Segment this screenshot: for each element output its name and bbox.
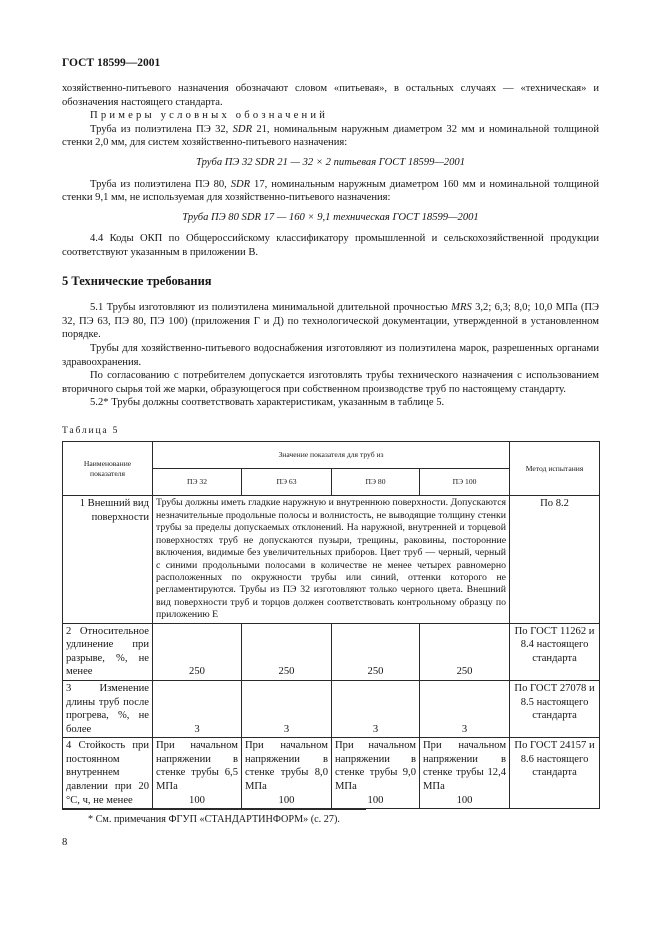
paragraph-5-1-c: По согласованию с потребителем допускается изготовлять трубы технического назначения с использованием вторичного сырья той же марки, образующегося при собственном производстве труб по настоящему стандарту.	[62, 370, 599, 395]
row3-pe80: 3	[332, 680, 420, 737]
table-caption: Таблица 5	[62, 424, 120, 436]
row2-method: По ГОСТ 11262 и 8.4 настоящего стандарта	[510, 623, 600, 680]
row4-pe80	[332, 738, 420, 809]
table-5	[62, 441, 600, 809]
row4-pe63-text: При начальном напряжении в стенке трубы 8,0 МПа	[245, 740, 328, 793]
row3-name: 3 Изменение длины труб после прогрева, %, не более	[63, 680, 153, 737]
sdr-term: SDR	[232, 123, 253, 135]
row4-name: 4 Стойкость при постоянном внутреннем давлении при 20 °С, ч, не менее	[63, 738, 153, 809]
row1-name: 1 Внешний вид поверхности	[63, 496, 153, 623]
examples-heading: Примеры условных обозначений	[90, 110, 329, 122]
paragraph-5-1	[62, 301, 599, 342]
paragraph-5-2: 5.2* Трубы должны соответствовать характеристикам, указанным в таблице 5.	[90, 397, 445, 409]
paragraph-5-1-b: Трубы для хозяйственно-питьевого водоснабжения изготовляют из полиэтилена марок, разрешенных органами здравоохранения.	[62, 342, 599, 368]
mrs-term: MRS	[451, 302, 472, 314]
row4-pe32-value: 100	[189, 794, 205, 806]
row2-pe32: 250	[153, 623, 242, 680]
page-body	[62, 82, 599, 827]
row4-pe80-text: При начальном напряжении в стенке трубы 9,0 МПа	[335, 740, 416, 793]
formula-1: Труба ПЭ 32 SDR 21 — 32 × 2 питьевая ГОСТ 18599—2001	[196, 156, 465, 168]
row1-method: По 8.2	[510, 496, 600, 623]
header-pe100: ПЭ 100	[420, 469, 510, 496]
row4-pe100-value: 100	[456, 794, 473, 806]
row4-pe63-value: 100	[278, 794, 295, 806]
table-row	[63, 680, 600, 737]
formula-2: Труба ПЭ 80 SDR 17 — 160 × 9,1 техническая ГОСТ 18599—2001	[182, 211, 479, 223]
row4-method: По ГОСТ 24157 и 8.6 настоящего стандарта	[510, 738, 600, 809]
example-2	[62, 178, 599, 205]
table-row	[63, 623, 600, 680]
row1-value: Трубы должны иметь гладкие наружную и внутреннюю поверхности. Допускаются незначительные продольные полосы и волнистость, не выводящие толщину стенки трубы за пределы допускаемых отклонений. На наружной, внутренней и торцевой поверхностях труб не допускаются пузыри, трещины, раковины, посторонние включения, видимые без увеличительных приборов. Цвет труб — черный, черный с синими продольными полосами в количестве не менее четырех равномерно расположенных по окружности трубы или синий, оттенки которого не регламентируются. Трубы из ПЭ 32 изготовляют только черного цвета. Внешний вид поверхности труб и торцов должен соответствовать контрольному образцу по приложению Е	[153, 496, 510, 623]
sdr-term: SDR	[230, 178, 251, 190]
header-pe63: ПЭ 63	[242, 469, 332, 496]
table-row	[63, 496, 600, 623]
row4-pe63	[242, 738, 332, 809]
row3-pe100: 3	[420, 680, 510, 737]
example-1-text: Труба из полиэтилена ПЭ 32,	[90, 123, 233, 135]
row3-pe32: 3	[153, 680, 242, 737]
footnote: * См. примечания ФГУП «СТАНДАРТИНФОРМ» (с. 27).	[88, 814, 340, 826]
footnote-rule	[62, 809, 366, 810]
row4-pe80-value: 100	[367, 794, 384, 806]
example-1	[62, 123, 599, 150]
row4-pe100-text: При начальном напряжении в стенке трубы 12,4 МПа	[423, 740, 507, 793]
header-value-group: Значение показателя для труб из	[153, 442, 510, 469]
paragraph-4-4: 4.4 Коды ОКП по Общероссийскому классификатору промышленной и сельскохозяйственной продукции соответствуют указанным в приложении В.	[62, 233, 599, 258]
row4-pe32-text: При начальном напряжении в стенке трубы 6,5 МПа	[156, 740, 238, 793]
row2-name: 2 Относительное удлинение при разрыве, %, не менее	[63, 623, 153, 680]
row4-pe100	[420, 738, 510, 809]
paragraph-designation: хозяйственно-питьевого назначения обозначают словом «питьевая», в остальных случаях — «техническая» и обозначения настоящего стандарта.	[62, 83, 599, 108]
row2-pe63: 250	[242, 623, 332, 680]
row4-pe32	[153, 738, 242, 809]
row2-pe80: 250	[332, 623, 420, 680]
row2-pe100: 250	[420, 623, 510, 680]
section-title: 5 Технические требования	[62, 273, 212, 288]
header-name: Наименование показателя	[63, 442, 153, 496]
table-row	[63, 738, 600, 809]
row3-pe63: 3	[242, 680, 332, 737]
example-2-text: Труба из полиэтилена ПЭ 80,	[90, 178, 231, 190]
document-header: ГОСТ 18599—2001	[62, 57, 161, 69]
example-2-text-cont: 17, номинальным наружным диаметром 160 мм и номинальной толщиной стенки 9,1 мм, не используемая для хозяйственно-питьевого назначения:	[62, 178, 599, 204]
row3-method: По ГОСТ 27078 и 8.5 настоящего стандарта	[510, 680, 600, 737]
header-method: Метод испытания	[510, 442, 600, 496]
table-header-row	[63, 442, 600, 469]
page-number: 8	[62, 837, 68, 848]
paragraph-5-1-text-cont: 3,2; 6,3; 8,0; 10,0 МПа (ПЭ 32, ПЭ 63, ПЭ 80, ПЭ 100) (приложения Г и Д) по технологической документации, утвержденной в установленном порядке.	[62, 302, 599, 341]
paragraph-5-1-text: 5.1 Трубы изготовляют из полиэтилена минимальной длительной прочностью	[90, 302, 452, 314]
header-pe80: ПЭ 80	[332, 469, 420, 496]
example-1-text-cont: 21, номинальным наружным диаметром 32 мм и номинальной толщиной стенки 2,0 мм, для систем хозяйственно-питьевого назначения:	[62, 123, 599, 149]
header-pe32: ПЭ 32	[153, 469, 242, 496]
